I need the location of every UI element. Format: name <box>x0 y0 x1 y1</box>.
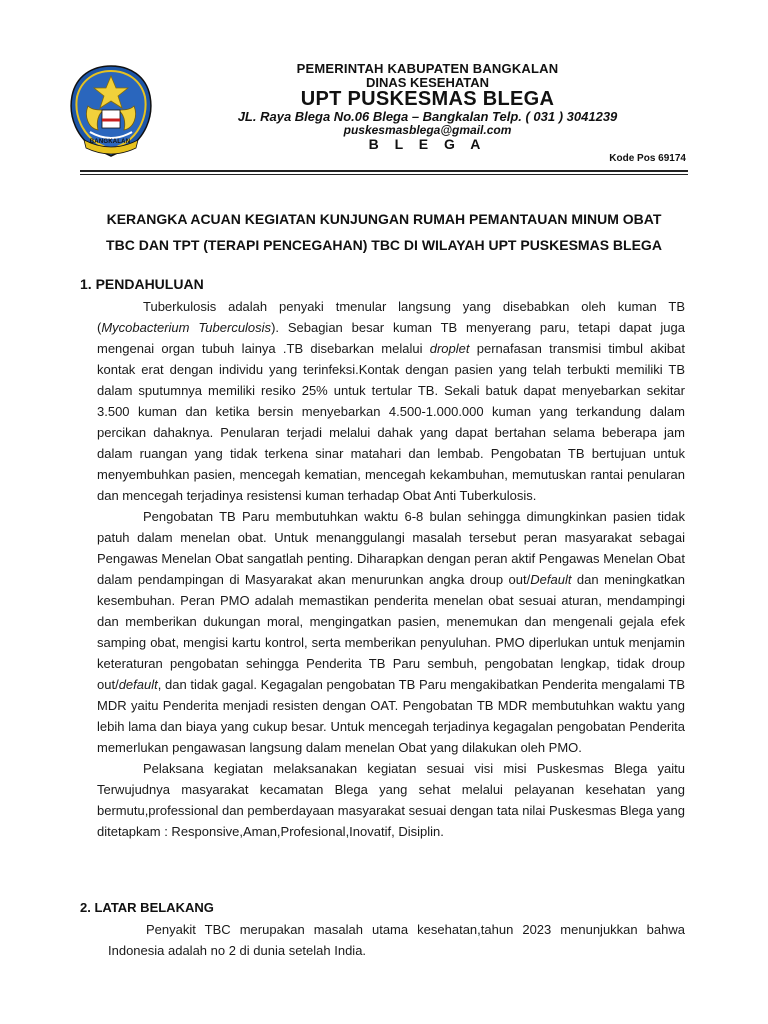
text-run: Pengobatan TB Paru membutuhkan waktu 6-8 bulan sehingga dimungkinkan pasien tidak patuh dalam menelan obat. Untuk menanggulangi masalah tersebut peran masyarakat sebagai Pengawas Menelan Obat sangatlah penting. Diharapkan dengan peran aktif Pengawas Menelan Obat dalam pendampingan di Masyarakat akan menurunkan angka droup out/ <box>97 509 685 587</box>
letterhead-divider-thin <box>80 174 688 175</box>
text-run-italic: droplet <box>429 341 470 356</box>
document-title-line-2: TBC DAN TPT (TERAPI PENCEGAHAN) TBC DI WILAYAH UPT PUSKESMAS BLEGA <box>106 237 662 253</box>
letterhead-email: puskesmasblega@gmail.com <box>343 123 512 137</box>
paragraph-pengobatan <box>97 506 685 758</box>
paragraph-pelaksana: Pelaksana kegiatan melaksanakan kegiatan sesuai visi misi Puskesmas Blega yaitu Terwujudnya masyarakat kecamatan Blega yang sehat melalui pelayanan kesehatan yang bermutu,professional dan pemberdayaan masyarakat sesuai dengan tata nilai Puskesmas Blega yang ditetapkam : Responsive,Aman,Profesional,Inovatif, Disiplin. <box>97 761 685 839</box>
letterhead-government: PEMERINTAH KABUPATEN BANGKALAN <box>296 61 559 76</box>
paragraph-penyakit-tbc: Penyakit TBC merupakan masalah utama kesehatan,tahun 2023 menunjukkan bahwa Indonesia adalah no 2 di dunia setelah India. <box>108 922 685 958</box>
text-run-italic: Mycobacterium Tuberculosis <box>101 320 272 335</box>
text-run-italic: default <box>118 677 158 692</box>
letterhead-city: B L E G A <box>368 136 487 152</box>
section-heading-pendahuluan: 1. PENDAHULUAN <box>80 276 204 292</box>
document-title <box>80 206 688 258</box>
letterhead-divider-thick <box>80 170 688 172</box>
text-run: pernafasan transmisi timbul akibat kontak erat dengan individu yang terinfeksi.Kontak dengan pasien yang telah terbukti memiliki TB dalam sputumnya memiliki resiko 25% untuk tertular TB. Sekali batuk dapat menyebarkan sekitar 3.500 kuman dan ketika bersin menyebarkan 4.500-1.000.000 kuman yang terkandung dalam percikan dahaknya. Penularan terjadi melalui dahak yang dapat bertahan selama beberapa jam dalam ruangan yang tidak terkena sinar matahari dan lembab. Pengobatan TB bertujuan untuk menyembuhkan pasien, mencegah kematian, mencegah kekambuhan, memutuskan rantai penularan dan mencegah terjadinya resistensi kuman terhadap Obat Anti Tuberkulosis. <box>97 341 686 503</box>
text-run: Tuberkulosis adalah penyaki tmenular langsung yang disebabkan oleh kuman TB ( <box>97 299 685 335</box>
paragraph-tuberkulosis <box>97 296 685 506</box>
letterhead-institution: UPT PUSKESMAS BLEGA <box>300 88 555 110</box>
text-run: dan meningkatkan kesembuhan. Peran PMO adalah memastikan penderita menelan obat sesuai aturan, mendampingi dan memberikan dukungan moral, mengingatkan pasien, menemukan dan mengenali gejala efek samping obat, mengisi kartu kontrol, serta memberikan penyuluhan. PMO diperlukan untuk menjamin keteraturan pengobatan sehingga Penderita TB Paru sembuh, pengobatan lengkap, tidak droup out/ <box>97 572 686 692</box>
section-body-pendahuluan <box>97 296 685 842</box>
letterhead-address: JL. Raya Blega No.06 Blega – Bangkalan Telp. ( 031 ) 3041239 <box>237 109 618 124</box>
document-title-line-1: KERANGKA ACUAN KEGIATAN KUNJUNGAN RUMAH PEMANTAUAN MINUM OBAT <box>106 211 662 227</box>
letterhead-department: DINAS KESEHATAN <box>365 75 490 90</box>
section-body-latar-belakang <box>108 919 685 961</box>
emblem-label: BANGKALAN <box>89 139 131 145</box>
letterhead <box>0 0 768 170</box>
text-run-italic: Default <box>530 572 572 587</box>
section-heading-latar-belakang: 2. LATAR BELAKANG <box>80 900 214 915</box>
text-run: , dan tidak gagal. Kegagalan pengobatan TB Paru mengakibatkan Penderita mengalami TB MDR yaitu Penderita menjadi resisten dengan OAT. Pengobatan TB MDR membutuhkan waktu yang lebih lama dan biaya yang cukup besar. Untuk mencegah terjadinya kegagalan pengobatan Penderita memerlukan pengawasan langsung dalam menelan Obat yang dilakukan oleh PMO. <box>97 677 685 755</box>
postal-code: Kode Pos 69174 <box>609 153 686 164</box>
text-run: ). Sebagian besar kuman TB menyerang paru, tetapi dapat juga mengenai organ tubuh lainya .TB disebarkan melalui <box>97 320 685 356</box>
